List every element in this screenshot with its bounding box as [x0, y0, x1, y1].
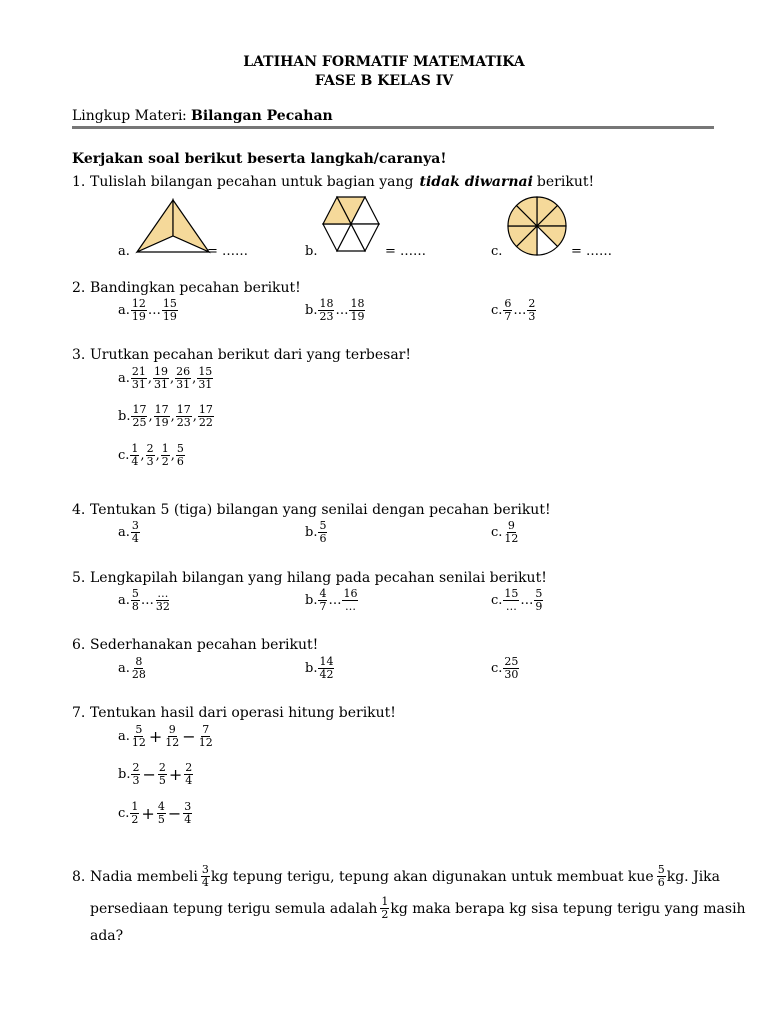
worksheet-title: LATIHAN FORMATIF MATEMATIKA: [243, 54, 525, 70]
q2c-label: c.: [491, 303, 503, 318]
q6-text: Sederhanakan pecahan berikut!: [90, 637, 319, 653]
q7c-label: c.: [118, 806, 130, 821]
fraction: $\frac{9}{12}$: [165, 723, 180, 749]
fraction: $\frac{6}{7}$: [504, 297, 512, 323]
q2c-item: c. $\frac{6}{7}$ … $\frac{2}{3}$: [491, 297, 536, 323]
q6c-item: [491, 656, 520, 681]
q2b-item: b. $\frac{18}{23}$ … $\frac{18}{19}$: [305, 297, 365, 323]
q6b-item: [305, 656, 335, 681]
q6a-label: a.: [118, 661, 130, 676]
fraction: $\frac{17}{22}$: [198, 403, 213, 429]
q4a-item: [118, 520, 141, 545]
q8-line2: [90, 896, 746, 921]
q3b-label: b.: [118, 409, 131, 424]
fraction: $\frac{14}{42}$: [319, 655, 334, 681]
scope-colon: :: [182, 108, 187, 124]
fraction: $\frac{5}{6}$: [176, 442, 184, 468]
scope-value: Bilangan Pecahan: [191, 108, 333, 124]
fraction: $\frac{17}{19}$: [154, 403, 169, 429]
q5-prompt: [72, 570, 547, 586]
fraction: $\frac{9}{12}$: [504, 519, 519, 545]
q4b-item: [305, 520, 328, 545]
fraction: $\frac{2}{3}$: [146, 442, 154, 468]
q7-prompt: [72, 705, 396, 721]
q1-text-emphasis: tidak diwarnai: [419, 174, 533, 190]
q2a-item: a. $\frac{12}{19}$ … $\frac{15}{19}$: [118, 297, 177, 323]
q7a-item: [118, 724, 215, 749]
instruction: Kerjakan soal berikut beserta langkah/caranya!: [72, 151, 447, 167]
header-divider: [72, 126, 714, 129]
q3c-label: c.: [118, 448, 130, 463]
q1c-label: c.: [491, 244, 503, 259]
q5b-label: b.: [305, 593, 318, 608]
fraction: $\frac{5}{12}$: [131, 723, 146, 749]
q2-number: 2.: [72, 280, 86, 296]
fraction: $\frac{7}{12}$: [198, 723, 213, 749]
fraction: $\frac{25}{30}$: [504, 655, 519, 681]
scope-label: Lingkup Materi: [72, 108, 183, 124]
q6c-label: c.: [491, 661, 503, 676]
q3a-item: a. $\frac{21}{31}$ , $\frac{19}{31}$ , $\frac{26}{31}$ , $\frac{15}{31}$: [118, 365, 213, 391]
q3a-label: a.: [118, 371, 130, 386]
plus-sign: +: [148, 727, 163, 746]
fraction: $\frac{8}{28}$: [131, 655, 146, 681]
q7-text: Tentukan hasil dari operasi hitung berikut!: [90, 705, 396, 721]
minus-sign: −: [167, 804, 182, 823]
hexagon-figure: [320, 195, 382, 253]
fraction: $\frac{1}{4}$: [131, 442, 139, 468]
plus-sign: +: [168, 765, 183, 784]
fraction: $\frac{\dots}{32}$: [155, 587, 170, 613]
q2a-label: a.: [118, 303, 130, 318]
fraction: $\frac{5}{9}$: [535, 587, 543, 613]
fraction: $\frac{2}{3}$: [132, 761, 140, 787]
q8-number: 8.: [72, 868, 86, 885]
q6-prompt: [72, 637, 318, 653]
q1b-answer: = ……: [385, 244, 427, 259]
q3-text: Urutkan pecahan berikut dari yang terbesar!: [90, 347, 412, 363]
q8-line1: [72, 864, 720, 889]
q5c-item: c. $\frac{15}{\dots}$ … $\frac{5}{9}$: [491, 587, 543, 613]
fraction: $\frac{3}{4}$: [201, 863, 209, 889]
q6b-label: b.: [305, 661, 318, 676]
fraction: $\frac{15}{19}$: [162, 297, 177, 323]
worksheet-subtitle: FASE B KELAS IV: [314, 73, 454, 89]
fraction: $\frac{1}{2}$: [381, 895, 389, 921]
q8-text-2: kg tepung terigu, tepung akan digunakan untuk membuat kue: [210, 868, 654, 885]
q6-number: 6.: [72, 637, 86, 653]
plus-sign: +: [141, 804, 155, 823]
fraction: $\frac{5}{8}$: [131, 587, 139, 613]
fraction: $\frac{2}{3}$: [528, 297, 536, 323]
fraction: $\frac{15}{\dots}$: [504, 587, 519, 613]
q1-prompt: [72, 174, 594, 190]
q5a-item: a. $\frac{5}{8}$ … $\frac{\dots}{32}$: [118, 587, 170, 613]
fraction: $\frac{16}{\dots}$: [343, 587, 358, 613]
q5c-label: c.: [491, 593, 503, 608]
q3b-item: b. $\frac{17}{25}$ , $\frac{17}{19}$ , $\frac{17}{23}$ , $\frac{17}{22}$: [118, 403, 213, 429]
triangle-figure: [133, 198, 213, 256]
fraction: $\frac{17}{25}$: [132, 403, 147, 429]
fraction: $\frac{3}{4}$: [131, 519, 139, 545]
q7b-item: [118, 762, 194, 787]
q4b-label: b.: [305, 525, 318, 540]
q2-text: Bandingkan pecahan berikut!: [90, 280, 301, 296]
fraction: $\frac{15}{31}$: [198, 365, 213, 391]
q4-text: Tentukan 5 (tiga) bilangan yang senilai dengan pecahan berikut!: [90, 502, 551, 518]
q1-text-before: Tulislah bilangan pecahan untuk bagian yang: [90, 174, 414, 190]
fraction: $\frac{18}{19}$: [350, 297, 365, 323]
q5-text: Lengkapilah bilangan yang hilang pada pecahan senilai berikut!: [90, 570, 547, 586]
q4-prompt: [72, 502, 551, 518]
q3c-item: c. $\frac{1}{4}$ , $\frac{2}{3}$ , $\frac{1}{2}$ , $\frac{5}{6}$: [118, 442, 184, 468]
fraction: $\frac{2}{4}$: [185, 761, 193, 787]
q5b-item: b. $\frac{4}{7}$ … $\frac{16}{\dots}$: [305, 587, 358, 613]
fraction: $\frac{19}{31}$: [154, 365, 169, 391]
q8-text-3: kg. Jika: [666, 868, 720, 885]
minus-sign: −: [182, 727, 196, 746]
q8-text-5: kg maka berapa kg sisa tepung terigu yang masih: [390, 900, 746, 917]
q8-text-1: Nadia membeli: [90, 868, 198, 885]
fraction: $\frac{4}{7}$: [319, 587, 327, 613]
fraction: $\frac{1}{2}$: [131, 800, 139, 826]
q1b-label: b.: [305, 244, 318, 259]
q4a-label: a.: [118, 525, 130, 540]
q3-number: 3.: [72, 347, 86, 363]
q1a-answer: = ……: [207, 244, 249, 259]
fraction: $\frac{17}{23}$: [176, 403, 191, 429]
fraction: $\frac{5}{6}$: [319, 519, 327, 545]
q2b-label: b.: [305, 303, 318, 318]
fraction: $\frac{21}{31}$: [131, 365, 146, 391]
q7c-item: [118, 801, 193, 826]
q7-number: 7.: [72, 705, 86, 721]
q7b-label: b.: [118, 767, 131, 782]
fraction: $\frac{5}{6}$: [657, 863, 665, 889]
q2-prompt: [72, 280, 301, 296]
q4-number: 4.: [72, 502, 86, 518]
circle-figure: [506, 195, 568, 257]
q8-text-6: ada?: [90, 928, 124, 944]
fraction: $\frac{12}{19}$: [131, 297, 146, 323]
q4c-item: [491, 520, 520, 545]
q1c-answer: = ……: [571, 244, 613, 259]
q1-text-after: berikut!: [536, 174, 595, 190]
q3-prompt: [72, 347, 411, 363]
minus-sign: −: [142, 765, 156, 784]
q5a-label: a.: [118, 593, 130, 608]
q5-number: 5.: [72, 570, 86, 586]
q6a-item: [118, 656, 148, 681]
fraction: $\frac{4}{5}$: [157, 800, 165, 826]
q1-number: 1.: [72, 174, 86, 190]
fraction: $\frac{3}{4}$: [184, 800, 192, 826]
fraction: $\frac{18}{23}$: [319, 297, 334, 323]
fraction: $\frac{1}{2}$: [161, 442, 169, 468]
q7a-label: a.: [118, 729, 130, 744]
q8-text-4: persediaan tepung terigu semula adalah: [90, 900, 378, 917]
fraction: $\frac{26}{31}$: [176, 365, 191, 391]
q4c-label: c.: [491, 525, 503, 540]
fraction: $\frac{2}{5}$: [158, 761, 166, 787]
q1a-label: a.: [118, 244, 130, 259]
